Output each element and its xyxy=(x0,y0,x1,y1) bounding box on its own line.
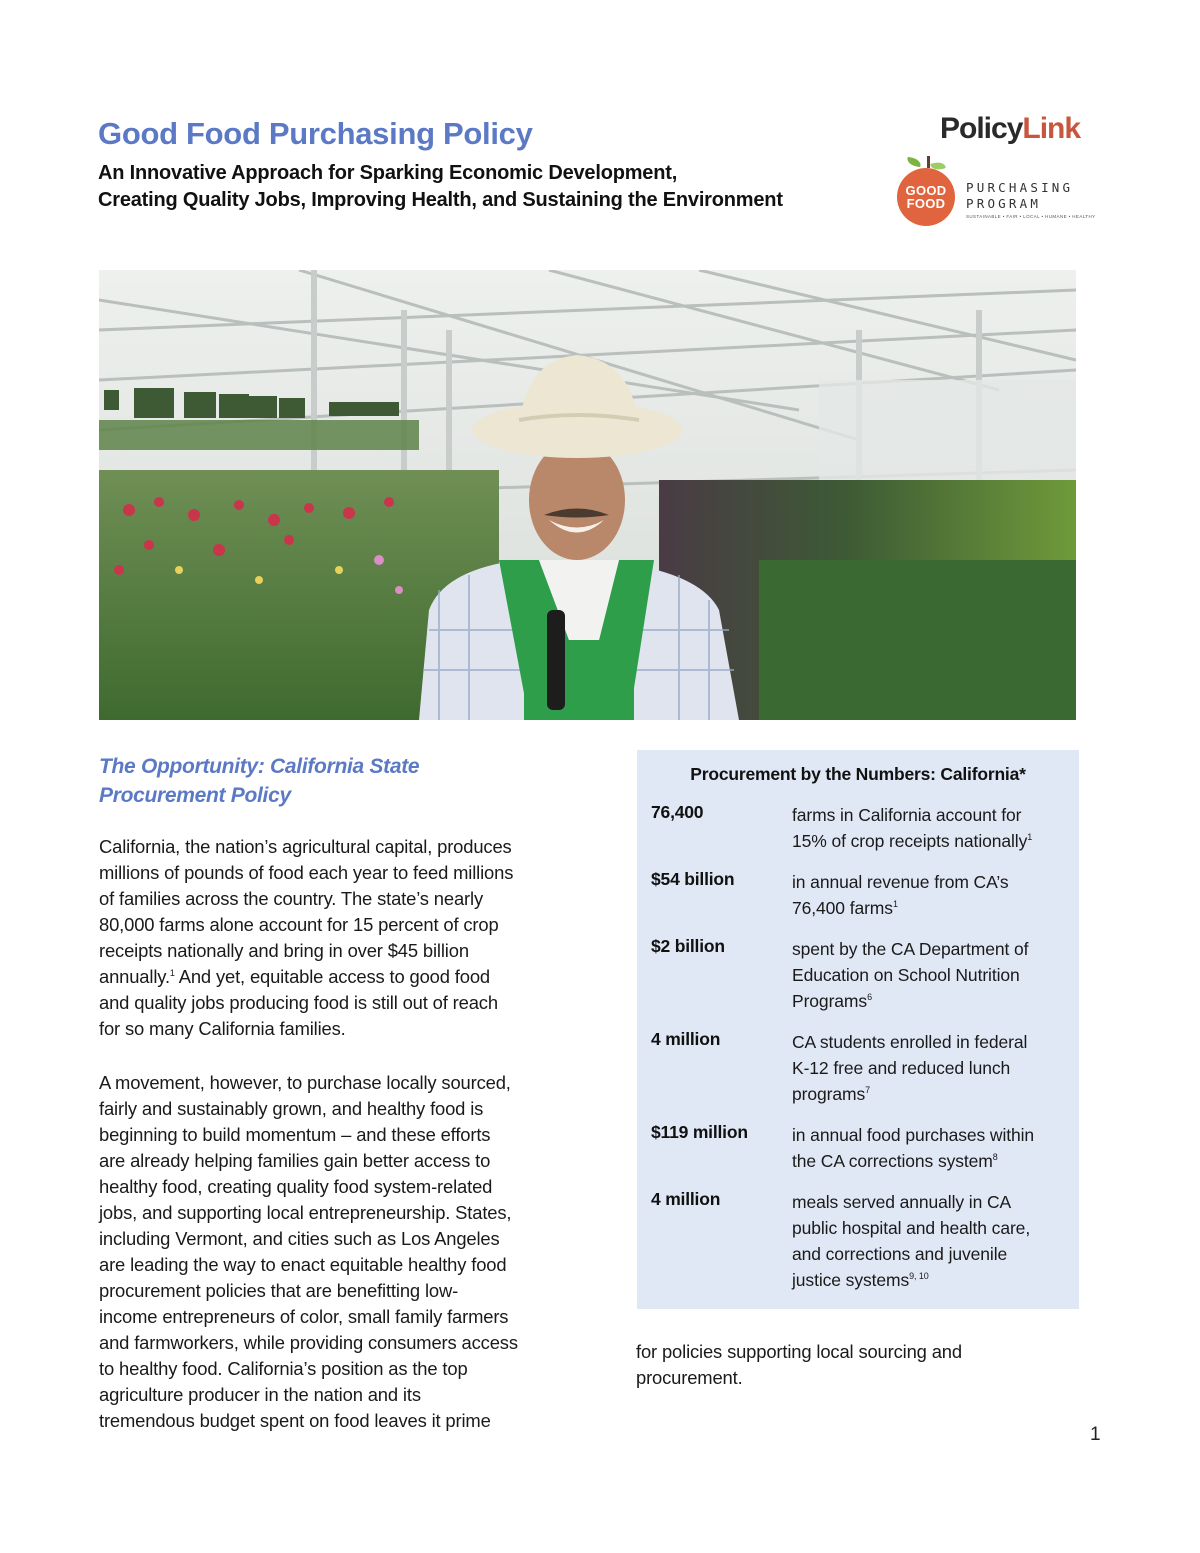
good-food-circle-text: FOOD xyxy=(906,196,946,211)
text-fragment: programs xyxy=(792,1084,866,1104)
apple-stem-icon xyxy=(927,156,930,168)
text-line xyxy=(792,1267,1030,1293)
stat-value: $2 billion xyxy=(651,936,725,956)
procurement-stats-box xyxy=(637,750,1079,1309)
text-line: for so many California families. xyxy=(99,1018,346,1039)
stat-value: 76,400 xyxy=(651,802,704,822)
text-line: including Vermont, and cities such as Los Angeles xyxy=(99,1228,500,1249)
text-line: receipts nationally and bring in over $45 billion xyxy=(99,940,469,961)
footnote-ref: 1 xyxy=(892,899,898,909)
text-line xyxy=(792,1148,1034,1174)
stat-value: $54 billion xyxy=(651,869,735,889)
stat-value: 4 million xyxy=(651,1189,721,1209)
stat-description xyxy=(792,1029,1027,1107)
policylink-logo-link: Link xyxy=(1022,112,1081,145)
subtitle-line: An Innovative Approach for Sparking Economic Development, xyxy=(98,162,678,184)
text-line: jobs, and supporting local entrepreneurship. States, xyxy=(99,1202,512,1223)
footnote-ref: 6 xyxy=(867,992,872,1002)
leaf-icon xyxy=(906,157,921,167)
policylink-logo xyxy=(940,112,1080,146)
text-line: income entrepreneurs of color, small family farmers xyxy=(99,1306,509,1327)
paragraph-continuation xyxy=(636,1339,962,1391)
text-line: for policies supporting local sourcing and xyxy=(636,1341,962,1362)
paragraph-intro xyxy=(99,834,513,1042)
text-line: tremendous budget spent on food leaves it prime xyxy=(99,1410,491,1431)
document-title: Good Food Purchasing Policy xyxy=(98,116,533,151)
text-line: are leading the way to enact equitable healthy food xyxy=(99,1254,507,1275)
text-line: spent by the CA Department of xyxy=(792,939,1029,959)
logo-text-line: PURCHASING xyxy=(966,180,1074,195)
text-line: California, the nation’s agricultural capital, produces xyxy=(99,836,512,857)
stat-description xyxy=(792,1189,1030,1293)
stat-description xyxy=(792,802,1032,854)
text-line xyxy=(792,1081,1027,1107)
greenhouse-farmer-photo xyxy=(99,270,1076,720)
text-fragment: 76,400 farms xyxy=(792,898,893,918)
footnote-ref: 1 xyxy=(169,968,175,978)
footnote-ref: 1 xyxy=(1027,832,1033,842)
text-line: of families across the country. The state’s nearly xyxy=(99,888,483,909)
text-line: fairly and sustainably grown, and healthy food is xyxy=(99,1098,484,1119)
text-line: public hospital and health care, xyxy=(792,1218,1031,1238)
paragraph-movement xyxy=(99,1070,518,1434)
text-line xyxy=(99,964,513,990)
text-fragment: 15% of crop receipts nationally xyxy=(792,831,1028,851)
stat-description xyxy=(792,936,1028,1014)
text-line: are already helping families gain better access to xyxy=(99,1150,491,1171)
text-fragment: Programs xyxy=(792,991,868,1011)
footnote-ref: 8 xyxy=(992,1152,998,1162)
text-line: 80,000 farms alone account for 15 percent of crop xyxy=(99,914,499,935)
text-line: millions of pounds of food each year to feed millions xyxy=(99,862,514,883)
section-heading-line: The Opportunity: California State xyxy=(99,755,420,778)
text-line: beginning to build momentum – and these efforts xyxy=(99,1124,491,1145)
text-line xyxy=(792,988,1028,1014)
stat-description xyxy=(792,869,1009,921)
good-food-purchasing-program-logo xyxy=(897,152,1107,232)
text-fragment: annually. xyxy=(99,966,170,987)
text-line: in annual revenue from CA’s xyxy=(792,872,1009,892)
text-fragment: the CA corrections system xyxy=(792,1151,993,1171)
section-heading-line: Procurement Policy xyxy=(99,784,291,807)
text-line: K-12 free and reduced lunch xyxy=(792,1058,1011,1078)
logo-tagline: SUSTAINABLE • FAIR • LOCAL • HUMANE • HEALTHY xyxy=(966,214,1096,219)
text-line: and farmworkers, while providing consumers access xyxy=(99,1332,518,1353)
text-line: in annual food purchases within xyxy=(792,1125,1035,1145)
text-line: and quality jobs producing food is still out of reach xyxy=(99,992,498,1013)
text-line: Education on School Nutrition xyxy=(792,965,1020,985)
document-subtitle xyxy=(98,160,783,214)
stat-value: $119 million xyxy=(651,1122,748,1142)
text-line: agriculture producer in the nation and its xyxy=(99,1384,421,1405)
text-line: procurement policies that are benefitting low- xyxy=(99,1280,459,1301)
text-line: CA students enrolled in federal xyxy=(792,1032,1028,1052)
logo-text-line: PROGRAM xyxy=(966,196,1042,211)
text-line: farms in California account for xyxy=(792,805,1022,825)
text-line: meals served annually in CA xyxy=(792,1192,1012,1212)
text-fragment: And yet, equitable access to good food xyxy=(178,966,490,987)
good-food-circle-text: GOOD xyxy=(905,183,947,198)
text-line xyxy=(792,828,1032,854)
text-line: and corrections and juvenile xyxy=(792,1244,1008,1264)
good-food-apple-icon xyxy=(897,168,955,226)
section-heading xyxy=(99,752,419,810)
page-number: 1 xyxy=(1090,1424,1101,1445)
stats-box-title: Procurement by the Numbers: California* xyxy=(690,764,1026,784)
text-line xyxy=(792,895,1009,921)
footnote-ref: 7 xyxy=(865,1085,871,1095)
stat-description xyxy=(792,1122,1034,1174)
footnote-ref: 9, 10 xyxy=(909,1271,929,1281)
text-line: to healthy food. California’s position as the top xyxy=(99,1358,468,1379)
text-line: A movement, however, to purchase locally sourced, xyxy=(99,1072,511,1093)
text-line: procurement. xyxy=(636,1367,743,1388)
stat-value: 4 million xyxy=(651,1029,721,1049)
policylink-logo-policy: Policy xyxy=(940,112,1023,145)
text-fragment: justice systems xyxy=(792,1270,910,1290)
purchasing-program-text xyxy=(966,180,1073,212)
text-line: healthy food, creating quality food system-related xyxy=(99,1176,493,1197)
subtitle-line: Creating Quality Jobs, Improving Health, and Sustaining the Environment xyxy=(98,189,783,211)
